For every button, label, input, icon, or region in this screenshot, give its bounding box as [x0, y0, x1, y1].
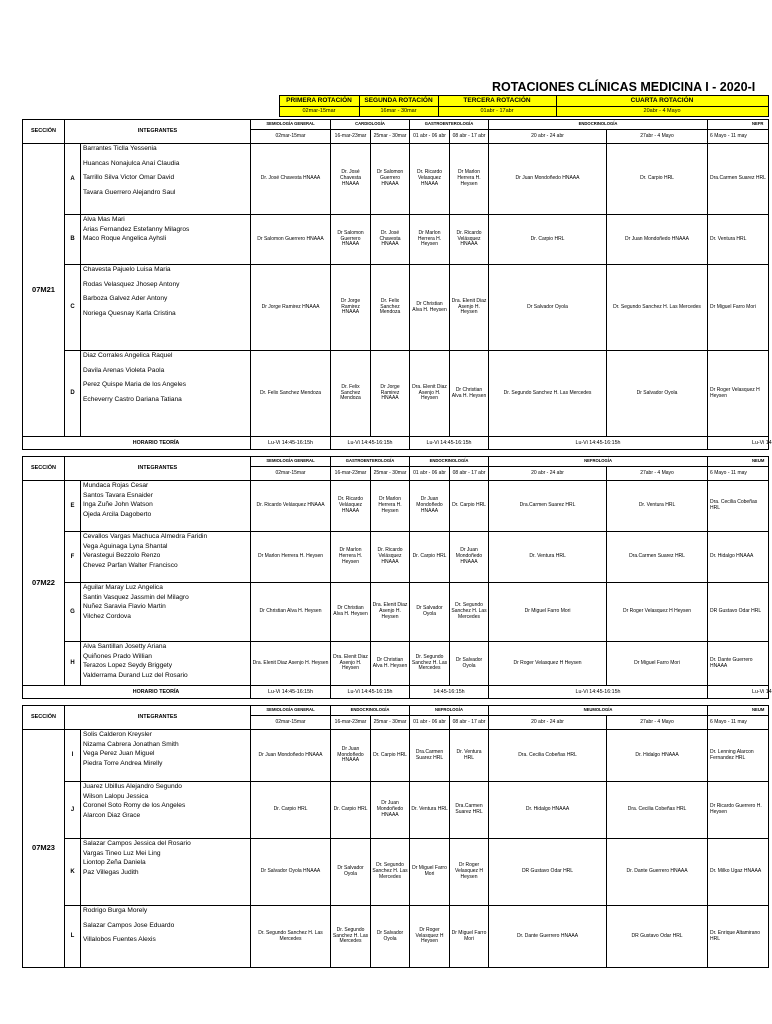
assignment-cell: Dr. Enrique Altamirano HRL — [708, 906, 769, 968]
date-cell: 02mar-15mar — [251, 467, 331, 481]
page-title: ROTACIONES CLÍNICAS MEDICINA I - 2020-I — [492, 80, 756, 94]
assignment-cell: Dr Juan Mondoñedo HNAAA — [607, 215, 708, 265]
assignment-cell: Dr Christian Alva H. Heysen — [251, 583, 331, 642]
assignment-cell: Dr. Segundo Sanchez H. Las Mercedes — [251, 906, 331, 968]
member-name: Nizama Cabrera Jonathan Smith — [83, 740, 179, 748]
member-name: Diaz Corrales Angelica Raquel — [83, 352, 173, 359]
horario-cell: Lu-Vi 14:45-16:15h — [251, 686, 331, 699]
assignment-cell: Dr. Dante Guerrero HNAAA — [607, 839, 708, 906]
assignment-cell: DR Gustavo Odar HRL — [708, 583, 769, 642]
assignment-cell: Dr Roger Velasquez H Heysen — [410, 906, 450, 968]
assignment-cell: Dr Salomon Guerrero HNAAA — [371, 144, 410, 215]
member-name: Verastegui Bezzolo Renzo — [83, 552, 161, 560]
date-cell: 20 abr - 24 abr — [489, 716, 607, 730]
assignment-cell: Dr. Segundo Sanchez H. Las Mercedes — [331, 906, 371, 968]
assignment-cell: Dr. Lenning Alarcon Fernandez HRL — [708, 730, 769, 782]
assignment-cell: Dra. Elenit Diaz Asenjo H. Heysen — [371, 583, 410, 642]
group-row — [23, 215, 769, 265]
group-row — [23, 906, 769, 968]
rotation-1-dates: 02mar-15mar — [279, 107, 359, 117]
member-name: Rodrigo Burga Morely — [83, 907, 148, 914]
assignment-cell: Dra. Elenit Diaz Asenjo H. Heysen — [331, 642, 371, 686]
rotation-4-dates: 20abr - 4 Mayo — [556, 107, 768, 117]
assignment-cell: Dr Salomon Guerrero HNAAA — [331, 215, 371, 265]
assignment-cell: Dr. Ricardo Velasquez HNAAA — [410, 144, 450, 215]
specialty-1: SEMIOLOGÍA GENERAL — [251, 706, 331, 716]
specialty-1: SEMIOLOGÍA GENERAL — [251, 457, 331, 467]
assignment-cell: Dr Miguel Farro Mori — [489, 583, 607, 642]
member-name: Vega Perez Juan Miguel — [83, 750, 155, 758]
member-name: Valderrama Durand Luz del Rosario — [83, 671, 188, 679]
member-name: Chevez Parfan Walter Francisco — [83, 561, 178, 569]
member-name: Nuñez Saravia Flavio Martin — [83, 603, 166, 611]
assignment-cell: Dr. Milko Ugaz HNAAA — [708, 839, 769, 906]
members-label: INTEGRANTES — [65, 706, 251, 730]
assignment-cell: Dr. Carpio HRL — [450, 481, 489, 532]
member-name: Villalobos Fuentes Alexis — [83, 936, 156, 944]
assignment-cell: Dr Ricardo Guerrero H. Heysen — [708, 782, 769, 839]
group-letter: F — [65, 532, 81, 583]
horario-label: HORARIO TEORÍA — [23, 437, 251, 450]
assignment-cell: Dr Christian Alva H. Heysen — [331, 583, 371, 642]
date-cell: 20 abr - 24 abr — [489, 130, 607, 144]
horario-row — [23, 437, 769, 450]
assignment-cell: Dr. Carpio HRL — [410, 532, 450, 583]
specialty-2: GASTROENTEROLOGÍA — [331, 457, 410, 467]
assignment-cell: Dra.Carmen Suarez HRL — [708, 144, 769, 215]
assignment-cell: Dr. Segundo Sanchez H. Las Mercedes — [450, 583, 489, 642]
date-cell: 01 abr - 06 abr — [410, 130, 450, 144]
assignment-cell: Dr Salomon Guerrero HNAAA — [251, 215, 331, 265]
member-name: Ojeda Arcila Dagoberto — [83, 510, 152, 518]
members-label: INTEGRANTES — [65, 120, 251, 144]
member-name: Paz Villegas Judith — [83, 868, 139, 876]
group-members — [81, 144, 251, 215]
specialty-1: SEMIOLOGÍA GENERAL — [251, 120, 331, 130]
group-members — [81, 730, 251, 782]
member-name: Vega Aguinaga Lyna Shantal — [83, 542, 168, 550]
group-members — [81, 906, 251, 968]
member-name: Inga Zuñe John Watson — [83, 501, 153, 509]
assignment-cell: Dr Salvador Oyola — [371, 906, 410, 968]
assignment-cell: Dr. José Chavesta HNAAA — [371, 215, 410, 265]
assignment-cell: Dr. Felix Sanchez Mendoza — [331, 351, 371, 437]
assignment-cell: Dr Miguel Farro Mori — [708, 265, 769, 351]
horario-cell: Lu-Vi 14:45-16:15h — [251, 437, 331, 450]
member-name: Alva Santillan Josetty Ariana — [83, 643, 167, 650]
group-row — [23, 782, 769, 839]
assignment-cell: Dr Salvador Oyola — [410, 583, 450, 642]
member-name: Echeverry Castro Dariana Tatiana — [83, 395, 182, 403]
member-name: Arias Fernandez Estefanny Milagros — [83, 225, 190, 233]
assignment-cell: Dr. Carpio HRL — [251, 782, 331, 839]
assignment-cell: Dra. Cecilia Cobeñas HRL — [489, 730, 607, 782]
group-members — [81, 215, 251, 265]
spreadsheet — [22, 0, 772, 1024]
rotations-table — [22, 119, 772, 968]
section-header-row — [23, 120, 769, 130]
date-cell: 08 abr - 17 abr — [450, 467, 489, 481]
member-name: Rodas Velasquez Jhosep Antony — [83, 280, 180, 288]
assignment-cell: Dr. Segundo Sanchez H. Las Mercedes — [607, 265, 708, 351]
date-cell: 25mar - 30mar — [371, 716, 410, 730]
assignment-cell: Dr Marlon Herrera H. Heysen — [251, 532, 331, 583]
specialty-4: NEUMOLOGÍA — [489, 706, 708, 716]
group-members — [81, 532, 251, 583]
member-name: Tavara Guerrero Alejandro Saul — [83, 188, 176, 196]
member-name: Salazar Campos Jose Eduardo — [83, 921, 175, 929]
member-name: Perez Quispe Maria de los Angeles — [83, 381, 186, 389]
section-label: SECCIÓN — [23, 457, 65, 481]
rotation-header — [22, 95, 769, 117]
members-label: INTEGRANTES — [65, 457, 251, 481]
member-name: Tarrillo Silva Victor Omar David — [83, 174, 175, 182]
assignment-cell: Dr. Ventura HRL — [410, 782, 450, 839]
group-letter: A — [65, 144, 81, 215]
group-members — [81, 642, 251, 686]
assignment-cell: Dr Jorge Ramirez HNAAA — [371, 351, 410, 437]
assignment-cell: Dr Juan Mondoñedo HNAAA — [371, 782, 410, 839]
date-cell: 02mar-15mar — [251, 716, 331, 730]
specialty-5: NEUM — [708, 457, 769, 467]
assignment-cell: Dr Christian Alva H. Heysen — [450, 351, 489, 437]
section-gap — [23, 450, 769, 457]
date-cell: 27abr - 4 Mayo — [607, 130, 708, 144]
date-cell: 01 abr - 06 abr — [410, 467, 450, 481]
specialty-3: ENDOCRINOLOGÍA — [410, 457, 489, 467]
assignment-cell: Dra. Cecilia Cobeñas HRL — [708, 481, 769, 532]
rotation-4-label: CUARTA ROTACIÓN — [556, 96, 768, 107]
group-letter: L — [65, 906, 81, 968]
horario-cell: Lu-Vi 14 — [708, 437, 769, 450]
member-name: Wilson Lalopu Jessica — [83, 792, 149, 800]
date-cell: 25mar - 30mar — [371, 130, 410, 144]
date-cell: 01 abr - 06 abr — [410, 716, 450, 730]
group-row — [23, 583, 769, 642]
assignment-cell: Dr Roger Velasquez H Heysen — [607, 583, 708, 642]
horario-cell: Lu-Vi 14:45-16:15h — [331, 437, 410, 450]
assignment-cell: Dr Marlon Herrera H. Heysen — [410, 215, 450, 265]
assignment-cell: Dr. Segundo Sanchez H. Las Mercedes — [489, 351, 607, 437]
rotation-1-label: PRIMERA ROTACIÓN — [279, 96, 359, 107]
group-row — [23, 265, 769, 351]
member-name: Santin Vasquez Jassmin del Milagro — [83, 593, 189, 601]
rotation-3-label: TERCERA ROTACIÓN — [438, 96, 556, 107]
assignment-cell: Dr Marlon Herrera H. Heysen — [450, 144, 489, 215]
member-name: Salazar Campos Jessica del Rosario — [83, 840, 191, 847]
assignment-cell: Dr. Ricardo Velásquez HNAAA — [251, 481, 331, 532]
assignment-cell: Dr Miguel Farro Mori — [450, 906, 489, 968]
date-cell: 02mar-15mar — [251, 130, 331, 144]
assignment-cell: Dr. Ricardo Velásquez HNAAA — [450, 215, 489, 265]
group-members — [81, 782, 251, 839]
assignment-cell: Dr. Carpio HRL — [331, 782, 371, 839]
assignment-cell: Dra. Elenit Diaz Asenjo H. Heysen — [410, 351, 450, 437]
group-letter: E — [65, 481, 81, 532]
member-name: Noriega Quesnay Karla Cristina — [83, 309, 176, 317]
specialty-3: GASTROENTEROLOGÍA — [410, 120, 489, 130]
member-name: Cevallos Vargas Machuca Almedra Faridin — [83, 533, 208, 540]
specialty-5: NEUM — [708, 706, 769, 716]
specialty-2: ENDOCRINOLOGÍA — [331, 706, 410, 716]
group-row — [23, 839, 769, 906]
assignment-cell: Dra.Carmen Suarez HRL — [410, 730, 450, 782]
assignment-cell: Dr Roger Velasquez H Heysen — [450, 839, 489, 906]
assignment-cell: Dr. Felix Sanchez Mendoza — [251, 351, 331, 437]
member-name: Huancas Nonajulca Anaí Claudia — [83, 159, 180, 167]
date-cell: 27abr - 4 Mayo — [607, 716, 708, 730]
assignment-cell: Dr. Dante Guerrero HNAAA — [489, 906, 607, 968]
horario-cell: Lu-Vi 14:45-16:15h — [410, 437, 489, 450]
assignment-cell: Dr. Carpio HRL — [607, 144, 708, 215]
specialty-3: NEFROLOGÍA — [410, 706, 489, 716]
group-members — [81, 351, 251, 437]
horario-cell: Lu-Vi 14:45-16:15h — [331, 686, 410, 699]
member-name: Coronel Soto Romy de los Angeles — [83, 802, 186, 810]
member-name: Maco Roque Angelica Ayhsli — [83, 235, 167, 243]
assignment-cell: Dr. José Chavesta HNAAA — [251, 144, 331, 215]
group-members — [81, 481, 251, 532]
date-cell: 6 Mayo - 11 may — [708, 716, 769, 730]
assignment-cell: Dr. Hidalgo HNAAA — [489, 782, 607, 839]
assignment-cell: Dra. Elenit Diaz Asenjo H. Heysen — [251, 642, 331, 686]
member-name: Vilchez Cordova — [83, 612, 131, 620]
section-code: 07M21 — [23, 144, 65, 437]
horario-cell: 14:45-16:15h — [410, 686, 489, 699]
assignment-cell: Dr. Segundo Sanchez H. Las Mercedes — [410, 642, 450, 686]
assignment-cell: Dr. Carpio HRL — [371, 730, 410, 782]
member-name: Chavesta Pajuelo Luisa Maria — [83, 266, 171, 273]
assignment-cell: Dr Juan Mondoñedo HNAAA — [331, 730, 371, 782]
date-cell: 20 abr - 24 abr — [489, 467, 607, 481]
horario-cell: Lu-Vi 14:45-16:15h — [489, 437, 708, 450]
group-row — [23, 532, 769, 583]
assignment-cell: Dr. Hidalgo HNAAA — [708, 532, 769, 583]
member-name: Quiñones Prado Willian — [83, 652, 152, 660]
assignment-cell: Dr. Ventura HRL — [607, 481, 708, 532]
member-name: Vargas Tineo Luz Mei Ling — [83, 849, 161, 857]
horario-row — [23, 686, 769, 699]
assignment-cell: Dr. Ricardo Velásquez HNAAA — [331, 481, 371, 532]
date-cell: 16-mar-23mar — [331, 467, 371, 481]
horario-cell: Lu-Vi 14:45-16:15h — [489, 686, 708, 699]
member-name: Santos Tavara Esnaider — [83, 491, 153, 499]
assignment-cell: Dra.Carmen Suarez HRL — [489, 481, 607, 532]
date-cell: 6 Mayo - 11 may — [708, 130, 769, 144]
date-cell: 27abr - 4 Mayo — [607, 467, 708, 481]
assignment-cell: Dr Christian Alva H. Heysen — [410, 265, 450, 351]
group-row — [23, 351, 769, 437]
section-code: 07M23 — [23, 730, 65, 968]
date-cell: 08 abr - 17 abr — [450, 716, 489, 730]
assignment-cell: DR Gustavo Odar HRL — [489, 839, 607, 906]
group-members — [81, 265, 251, 351]
member-name: Juarez Ubillus Alejandro Segundo — [83, 783, 182, 790]
assignment-cell: Dr Marlon Herrera H. Heysen — [331, 532, 371, 583]
assignment-cell: Dr Salvador Oyola — [607, 351, 708, 437]
assignment-cell: Dra. Elenit Diaz Asenjo H. Heysen — [450, 265, 489, 351]
rotation-2-label: SEGUNDA ROTACIÓN — [359, 96, 438, 107]
group-row — [23, 642, 769, 686]
assignment-cell: Dr Salvador Oyola — [331, 839, 371, 906]
assignment-cell: Dr Salvador Oyola — [450, 642, 489, 686]
assignment-cell: Dr Juan Mondoñedo HNAAA — [450, 532, 489, 583]
section-label: SECCIÓN — [23, 706, 65, 730]
date-cell: 25mar - 30mar — [371, 467, 410, 481]
assignment-cell: Dr Juan Mondoñedo HNAAA — [489, 144, 607, 215]
specialty-5: NEFR — [708, 120, 769, 130]
section-header-row — [23, 706, 769, 716]
assignment-cell: Dr Miguel Farro Mori — [607, 642, 708, 686]
member-name: Liontop Zeña Daniela — [83, 859, 146, 867]
section-gap — [23, 699, 769, 706]
member-name: Alarcon Diaz Grace — [83, 811, 141, 819]
rotation-3-dates: 01abr - 17abr — [438, 107, 556, 117]
assignment-cell: Dr. Dante Guerrero HNAAA — [708, 642, 769, 686]
specialty-4: NEFROLOGÍA — [489, 457, 708, 467]
group-letter: B — [65, 215, 81, 265]
assignment-cell: Dr Marlon Herrera H. Heysen — [371, 481, 410, 532]
section-header-row — [23, 457, 769, 467]
group-members — [81, 839, 251, 906]
member-name: Alva Mas Mari — [83, 216, 125, 223]
horario-label: HORARIO TEORÍA — [23, 686, 251, 699]
assignment-cell: Dr Roger Velasquez H Heysen — [708, 351, 769, 437]
group-letter: G — [65, 583, 81, 642]
assignment-cell: Dr. Ricardo Velásquez HNAAA — [371, 532, 410, 583]
assignment-cell: Dr Jorge Ramirez HNAAA — [251, 265, 331, 351]
assignment-cell: Dr. Segundo Sanchez H. Las Mercedes — [371, 839, 410, 906]
member-name: Terazos Lopez Seydy Briggety — [83, 662, 173, 670]
group-letter: I — [65, 730, 81, 782]
assignment-cell: Dr. José Chavesta HNAAA — [331, 144, 371, 215]
member-name: Mundaca Rojas Cesar — [83, 482, 149, 489]
date-cell: 08 abr - 17 abr — [450, 130, 489, 144]
assignment-cell: Dr Miguel Farro Mori — [410, 839, 450, 906]
group-letter: C — [65, 265, 81, 351]
assignment-cell: Dra.Carmen Suarez HRL — [607, 532, 708, 583]
group-members — [81, 583, 251, 642]
assignment-cell: Dra.Carmen Suarez HRL — [450, 782, 489, 839]
specialty-2: CARDIOLOGÍA — [331, 120, 410, 130]
group-letter: J — [65, 782, 81, 839]
group-row — [23, 730, 769, 782]
assignment-cell: Dr. Felix Sanchez Mendoza — [371, 265, 410, 351]
member-name: Davila Arenas Violeta Paola — [83, 366, 165, 374]
assignment-cell: Dr Roger Velasquez H Heysen — [489, 642, 607, 686]
group-row — [23, 144, 769, 215]
group-letter: K — [65, 839, 81, 906]
date-cell: 6 Mayo - 11 may — [708, 467, 769, 481]
assignment-cell: Dr. Ventura HRL — [489, 532, 607, 583]
assignment-cell: DR Gustavo Odar HRL — [607, 906, 708, 968]
member-name: Piedra Torre Andrea Mirelly — [83, 759, 163, 767]
assignment-cell: Dr Jorge Ramirez HNAAA — [331, 265, 371, 351]
assignment-cell: Dr. Ventura HRL — [708, 215, 769, 265]
assignment-cell: Dr. Ventura HRL — [450, 730, 489, 782]
assignment-cell: Dr Salvador Oyola — [489, 265, 607, 351]
member-name: Aguilar Maray Luz Angelica — [83, 584, 163, 591]
section-code: 07M22 — [23, 481, 65, 686]
assignment-cell: Dr. Hidalgo HNAAA — [607, 730, 708, 782]
assignment-cell: Dr Salvador Oyola HNAAA — [251, 839, 331, 906]
horario-cell: Lu-Vi 14 — [708, 686, 769, 699]
rotation-2-dates: 16mar - 30mar — [359, 107, 438, 117]
assignment-cell: Dr Juan Mondoñedo HNAAA — [410, 481, 450, 532]
assignment-cell: Dra. Cecilia Cobeñas HRL — [607, 782, 708, 839]
assignment-cell: Dr Christian Alva H. Heysen — [371, 642, 410, 686]
group-letter: D — [65, 351, 81, 437]
member-name: Solis Calderon Kreysler — [83, 731, 152, 738]
assignment-cell: Dr Juan Mondoñedo HNAAA — [251, 730, 331, 782]
date-cell: 16-mar-23mar — [331, 130, 371, 144]
member-name: Barrantes Ticlla Yessenia — [83, 145, 157, 152]
section-label: SECCIÓN — [23, 120, 65, 144]
member-name: Barboza Galvez Ader Antony — [83, 295, 168, 303]
date-cell: 16-mar-23mar — [331, 716, 371, 730]
assignment-cell: Dr. Carpio HRL — [489, 215, 607, 265]
group-letter: H — [65, 642, 81, 686]
group-row — [23, 481, 769, 532]
specialty-4: ENDOCRINOLOGÍA — [489, 120, 708, 130]
